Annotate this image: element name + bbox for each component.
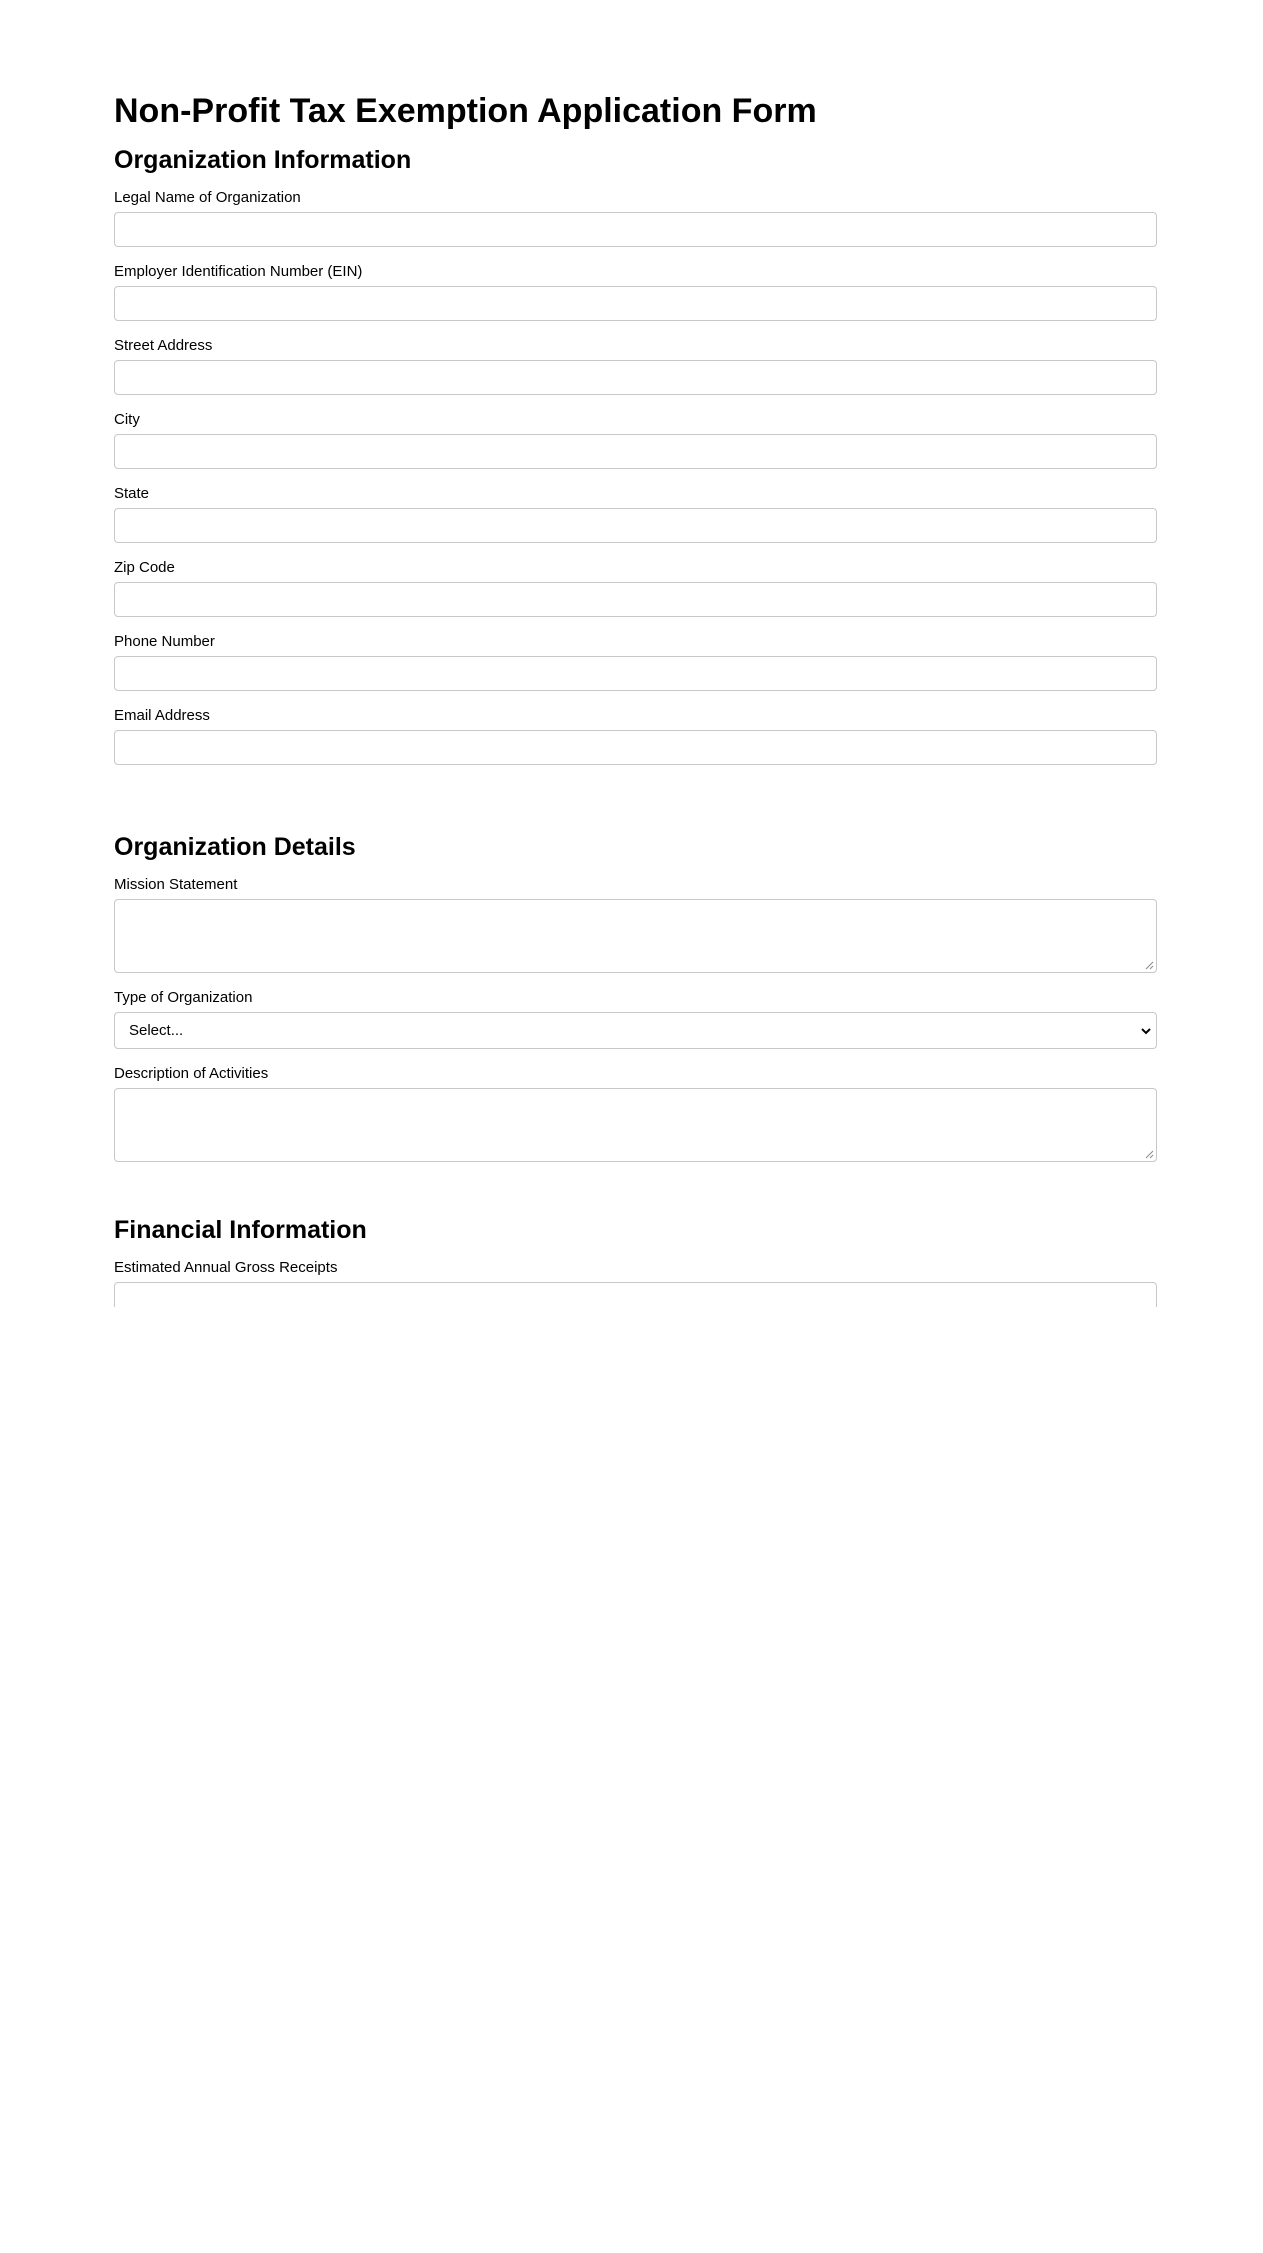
street-address-input[interactable] bbox=[114, 360, 1157, 395]
description-of-activities-label: Description of Activities bbox=[114, 1065, 269, 1082]
section-heading-organization-information: Organization Information bbox=[114, 146, 412, 174]
organization-information-section bbox=[114, 143, 1157, 765]
section-heading-financial-information: Financial Information bbox=[114, 1216, 367, 1244]
form-container bbox=[114, 0, 1157, 1307]
field-mission-statement bbox=[114, 876, 1157, 973]
state-input[interactable] bbox=[114, 508, 1157, 543]
organization-details-section bbox=[114, 830, 1157, 1162]
city-input[interactable] bbox=[114, 434, 1157, 469]
phone-number-label: Phone Number bbox=[114, 633, 215, 650]
type-of-organization-label: Type of Organization bbox=[114, 989, 253, 1006]
legal-name-input[interactable] bbox=[114, 212, 1157, 247]
field-email-address bbox=[114, 707, 1157, 765]
field-phone-number bbox=[114, 633, 1157, 691]
field-estimated-annual-gross-receipts bbox=[114, 1259, 1157, 1307]
financial-information-section bbox=[114, 1213, 1157, 1307]
description-of-activities-textarea[interactable] bbox=[114, 1088, 1157, 1162]
chevron-down-icon bbox=[1140, 1025, 1152, 1037]
email-address-label: Email Address bbox=[114, 707, 210, 724]
page-title: Non-Profit Tax Exemption Application Form bbox=[114, 92, 817, 130]
street-address-label: Street Address bbox=[114, 337, 213, 354]
mission-statement-label: Mission Statement bbox=[114, 876, 238, 893]
field-zip-code bbox=[114, 559, 1157, 617]
field-city bbox=[114, 411, 1157, 469]
ein-input[interactable] bbox=[114, 286, 1157, 321]
mission-statement-textarea[interactable] bbox=[114, 899, 1157, 973]
field-state bbox=[114, 485, 1157, 543]
resize-grip-icon[interactable] bbox=[1145, 961, 1154, 970]
zip-code-input[interactable] bbox=[114, 582, 1157, 617]
type-of-organization-selected-value: Select... bbox=[129, 1022, 184, 1039]
type-of-organization-select[interactable] bbox=[114, 1012, 1157, 1049]
zip-code-label: Zip Code bbox=[114, 559, 175, 576]
field-description-of-activities bbox=[114, 1065, 1157, 1162]
section-heading-organization-details: Organization Details bbox=[114, 833, 356, 861]
city-label: City bbox=[114, 411, 140, 428]
state-label: State bbox=[114, 485, 150, 502]
field-type-of-organization bbox=[114, 989, 1157, 1049]
field-ein bbox=[114, 263, 1157, 321]
estimated-annual-gross-receipts-label: Estimated Annual Gross Receipts bbox=[114, 1259, 338, 1276]
field-legal-name bbox=[114, 189, 1157, 247]
legal-name-label: Legal Name of Organization bbox=[114, 189, 301, 206]
estimated-annual-gross-receipts-input[interactable] bbox=[114, 1282, 1157, 1307]
phone-number-input[interactable] bbox=[114, 656, 1157, 691]
ein-label: Employer Identification Number (EIN) bbox=[114, 263, 363, 280]
email-address-input[interactable] bbox=[114, 730, 1157, 765]
resize-grip-icon[interactable] bbox=[1145, 1150, 1154, 1159]
field-street-address bbox=[114, 337, 1157, 395]
